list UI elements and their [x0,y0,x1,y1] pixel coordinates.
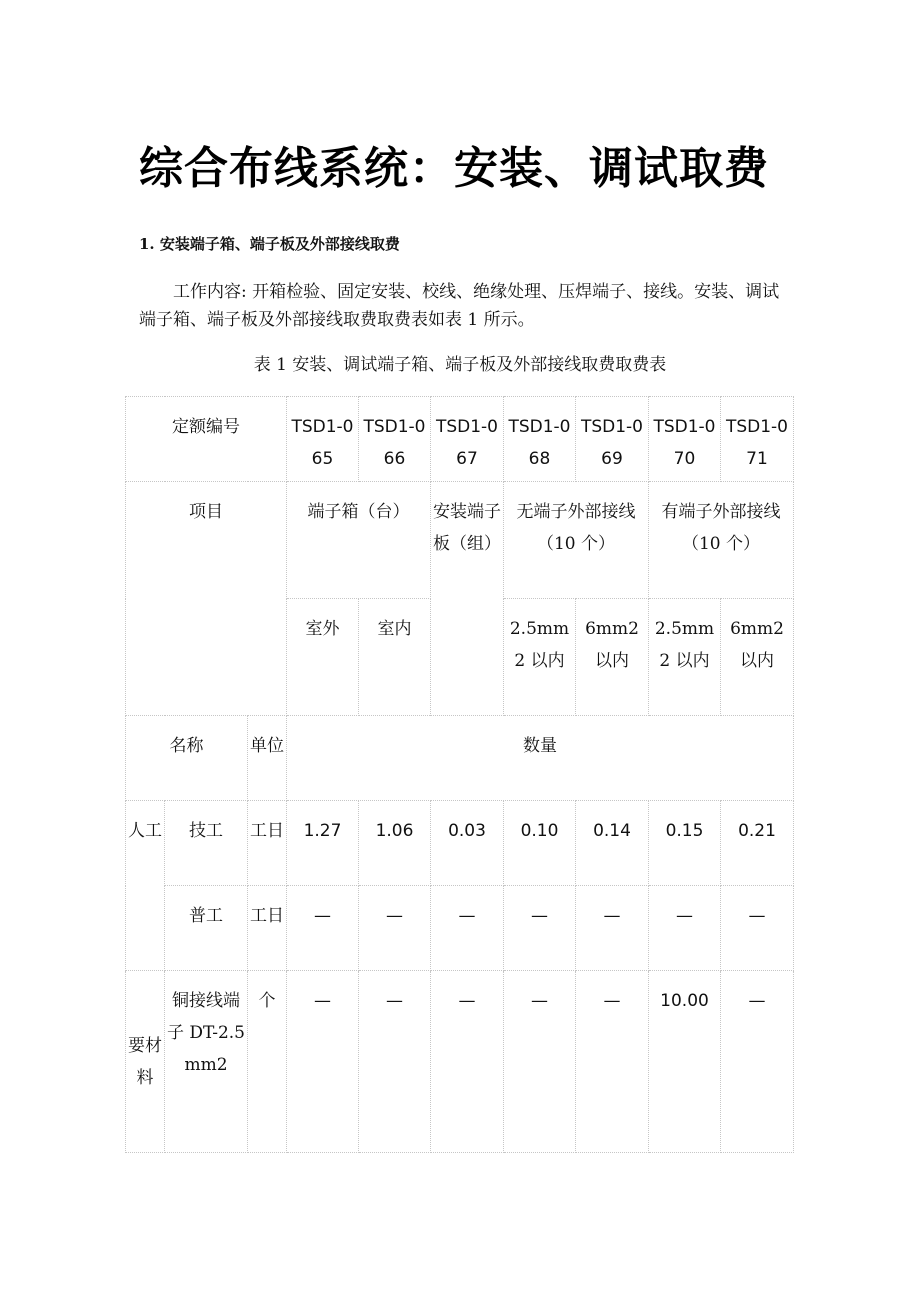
table-row [126,886,794,971]
row-unit: 个 [248,971,287,1153]
materials-label: 要材料 [126,971,165,1153]
quota-code: TSD1-069 [576,397,649,482]
sub-item-indoor: 室内 [359,599,431,716]
fee-table [125,396,794,1153]
sub-item-2-5mm2: 2.5mm2 以内 [504,599,576,716]
item-group-row [126,482,794,599]
table-row [126,971,794,1153]
value-cell: 0.14 [576,801,649,886]
value-cell: — [431,971,504,1153]
unit-label: 单位 [248,716,287,801]
table-row [126,801,794,886]
quota-code: TSD1-066 [359,397,431,482]
value-cell: 0.21 [721,801,794,886]
row-name: 普工 [165,886,248,971]
row-name: 铜接线端子 DT-2.5mm2 [165,971,248,1153]
sub-item-2-5mm2: 2.5mm2 以内 [649,599,721,716]
with-lug-wiring-header [649,482,794,599]
terminal-board-header: 安装端子板（组） [431,482,504,716]
value-cell: — [504,886,576,971]
item-label: 项目 [126,482,287,716]
sub-item-6mm2: 6mm2 以内 [721,599,794,716]
name-label: 名称 [126,716,248,801]
value-cell: 0.10 [504,801,576,886]
with-lug-wiring-unit: （10 个） [681,534,761,554]
value-cell: — [287,886,359,971]
quota-code: TSD1-071 [721,397,794,482]
value-cell: — [576,971,649,1153]
value-cell: — [576,886,649,971]
value-cell: 1.27 [287,801,359,886]
sub-item-6mm2: 6mm2 以内 [576,599,649,716]
sub-item-outdoor: 室外 [287,599,359,716]
quota-code: TSD1-067 [431,397,504,482]
value-cell: 0.15 [649,801,721,886]
row-name: 技工 [165,801,248,886]
no-lug-wiring-title: 无端子外部接线 [516,502,636,522]
row-unit: 工日 [248,886,287,971]
value-cell: — [504,971,576,1153]
no-lug-wiring-unit: （10 个） [536,534,616,554]
quota-code: TSD1-065 [287,397,359,482]
header-row [126,716,794,801]
value-cell: 10.00 [649,971,721,1153]
value-cell: — [359,886,431,971]
value-cell: — [649,886,721,971]
section-heading: 1. 安装端子箱、端子板及外部接线取费 [139,235,400,253]
quantity-label: 数量 [287,716,794,801]
value-cell: — [721,971,794,1153]
value-cell: 0.03 [431,801,504,886]
value-cell: — [359,971,431,1153]
no-lug-wiring-header [504,482,649,599]
table-caption: 表 1 安装、调试端子箱、端子板及外部接线取费取费表 [253,355,667,375]
value-cell: — [431,886,504,971]
value-cell: — [287,971,359,1153]
value-cell: — [721,886,794,971]
value-cell: 1.06 [359,801,431,886]
intro-paragraph: 工作内容: 开箱检验、固定安装、校线、绝缘处理、压焊端子、接线。安装、调试端子箱、端子板及外部接线取费取费表如表 1 所示。 [139,282,780,330]
quota-code-row [126,397,794,482]
page-title: 综合布线系统：安装、调试取费 [139,143,769,194]
quota-code: TSD1-068 [504,397,576,482]
labor-label: 人工 [126,801,165,971]
quota-no-label: 定额编号 [126,397,287,482]
with-lug-wiring-title: 有端子外部接线 [661,502,781,522]
row-unit: 工日 [248,801,287,886]
terminal-box-header: 端子箱（台） [287,482,431,599]
quota-code: TSD1-070 [649,397,721,482]
